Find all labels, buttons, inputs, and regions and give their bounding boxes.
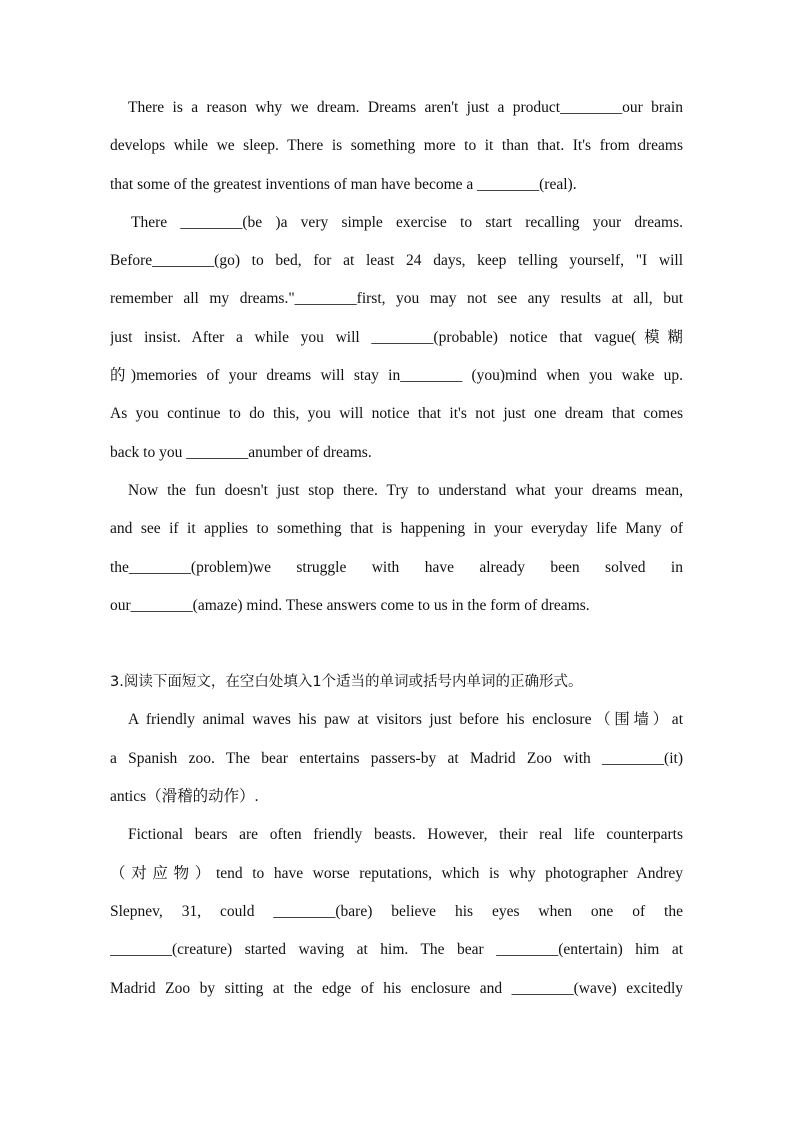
passage-line: Slepnev, 31, could ________(bare) believe his eyes when one of the (110, 902, 683, 920)
section-heading: 3.阅读下面短文，在空白处填入1个适当的单词或括号内单词的正确形式。 (110, 674, 583, 691)
passage-line: Now the fun doesn't just stop there. Try to understand what your dreams mean, (128, 481, 683, 499)
section-gap (110, 625, 683, 663)
passage-line: There ________(be )a very simple exercise to start recalling your dreams. (131, 213, 683, 231)
document-body (110, 89, 683, 1008)
passage-line: a Spanish zoo. The bear entertains passers-by at Madrid Zoo with ________(it) (110, 749, 683, 767)
passage-line: ________(creature) started waving at him. The bear ________(entertain) him at (110, 941, 683, 959)
passage-line: just insist. After a while you will ________(probable) notice that vague(模糊 (110, 328, 683, 346)
passage-line: 的)memories of your dreams will stay in________ (you)mind when you wake up. (110, 367, 683, 385)
passage-line: the________(problem)we struggle with have already been solved in (110, 558, 683, 576)
passage-line: Before________(go) to bed, for at least 24 days, keep telling yourself, "I will (110, 252, 683, 270)
passage-line: Fictional bears are often friendly beasts. However, their real life counterparts (128, 826, 683, 844)
passage-line: （对应物）tend to have worse reputations, which is why photographer Andrey (110, 864, 683, 882)
passage-line: antics（滑稽的动作）. (110, 788, 259, 806)
passage-line: There is a reason why we dream. Dreams aren't just a product________our brain (128, 99, 683, 116)
passage-line: and see if it applies to something that is happening in your everyday life Many of (110, 520, 683, 538)
passage-line: Madrid Zoo by sitting at the edge of his enclosure and ________(wave) excitedly (110, 979, 683, 997)
passage-line: As you continue to do this, you will notice that it's not just one dream that comes (110, 405, 683, 423)
passage-line: back to you ________anumber of dreams. (110, 443, 372, 461)
passage-line: remember all my dreams."________first, you may not see any results at all, but (110, 290, 683, 308)
passage-line: that some of the greatest inventions of man have become a ________(real). (110, 175, 577, 193)
passage-1 (110, 89, 683, 625)
passage-line: A friendly animal waves his paw at visitors just before his enclosure（围墙）at (128, 711, 683, 729)
section-3 (110, 663, 683, 1008)
passage-line: our________(amaze) mind. These answers come to us in the form of dreams. (110, 596, 590, 614)
passage-line: develops while we sleep. There is something more to it than that. It's from dreams (110, 137, 683, 155)
